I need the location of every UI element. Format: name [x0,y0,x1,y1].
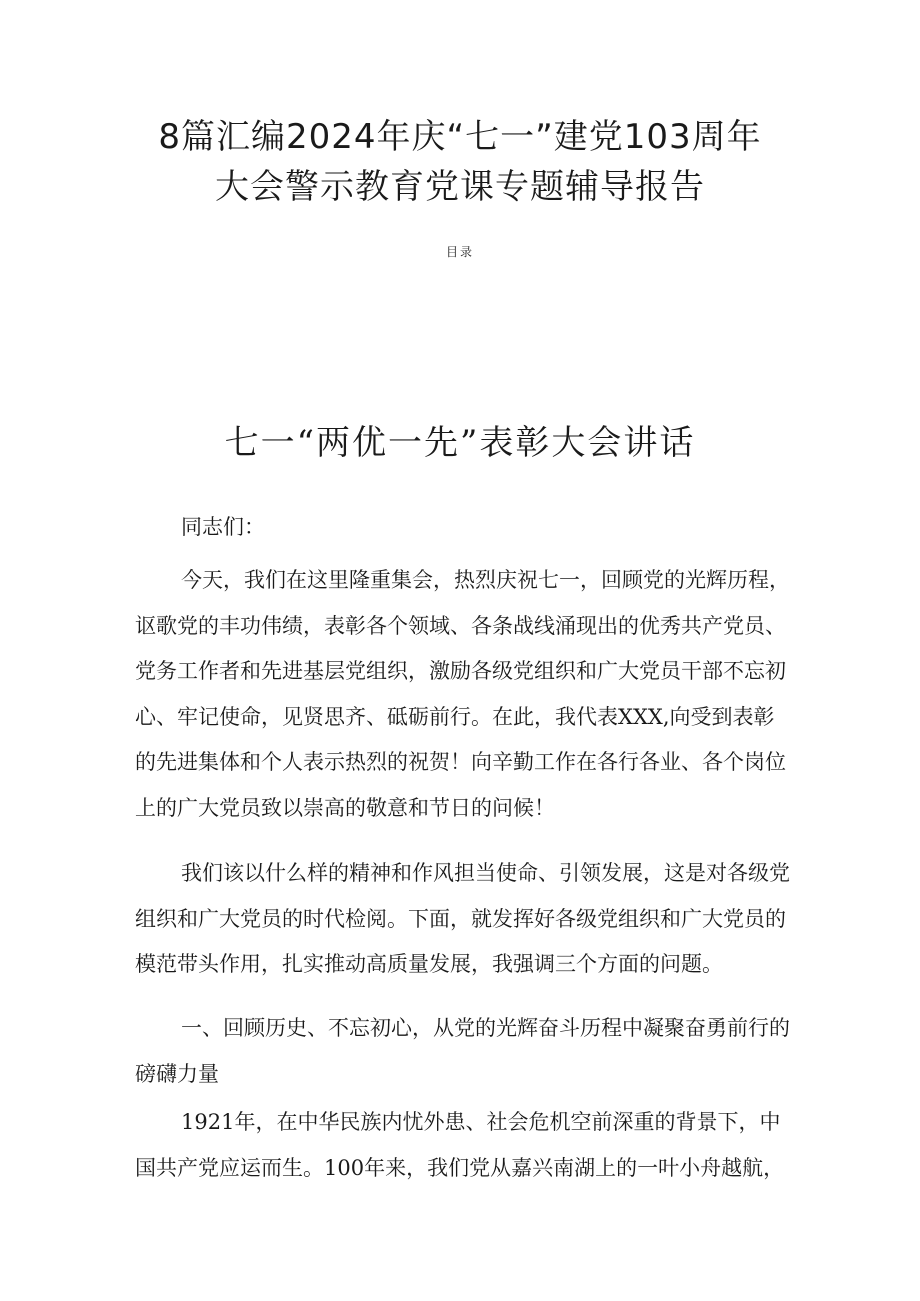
document-title-line-2: 大会警示教育党课专题辅导报告 [215,167,705,207]
paragraph-2: 我们该以什么样的精神和作风担当使命、引领发展，这是对各级党组织和广大党员的时代检阅。下面，就发挥好各级党组织和广大党员的模范带头作用，扎实推动高质量发展，我强调三个方面的问题。 [135,861,790,976]
greeting: 同志们： [181,515,265,539]
section-title: 七一“两优一先”表彰大会讲话 [224,423,696,463]
heading-point-one: 一、回顾历史、不忘初心，从党的光辉奋斗历程中凝聚奋勇前行的磅礴力量 [135,1016,790,1086]
paragraph-3: 1921年，在中华民族内忧外患、社会危机空前深重的背景下，中国共产党应运而生。100年来，我们党从嘉兴南湖上的一叶小舟越航， [135,1110,785,1180]
table-of-contents-label: 目录 [445,245,474,259]
document-title-line-1: 8篇汇编2024年庆“七一”建党103周年 [158,117,762,157]
paragraph-1: 今天，我们在这里隆重集会，热烈庆祝七一，回顾党的光辉历程，讴歌党的丰功伟绩，表彰各个领域、各条战线涌现出的优秀共产党员、党务工作者和先进基层党组织，激励各级党组织和广大党员干部不忘初心、牢记使命，见贤思齐、砥砺前行。在此，我代表XXX,向受到表彰的先进集体和个人表示热烈的祝贺！向辛勤工作在各行各业、各个岗位上的广大党员致以崇高的敬意和节日的问候！ [135,568,790,820]
